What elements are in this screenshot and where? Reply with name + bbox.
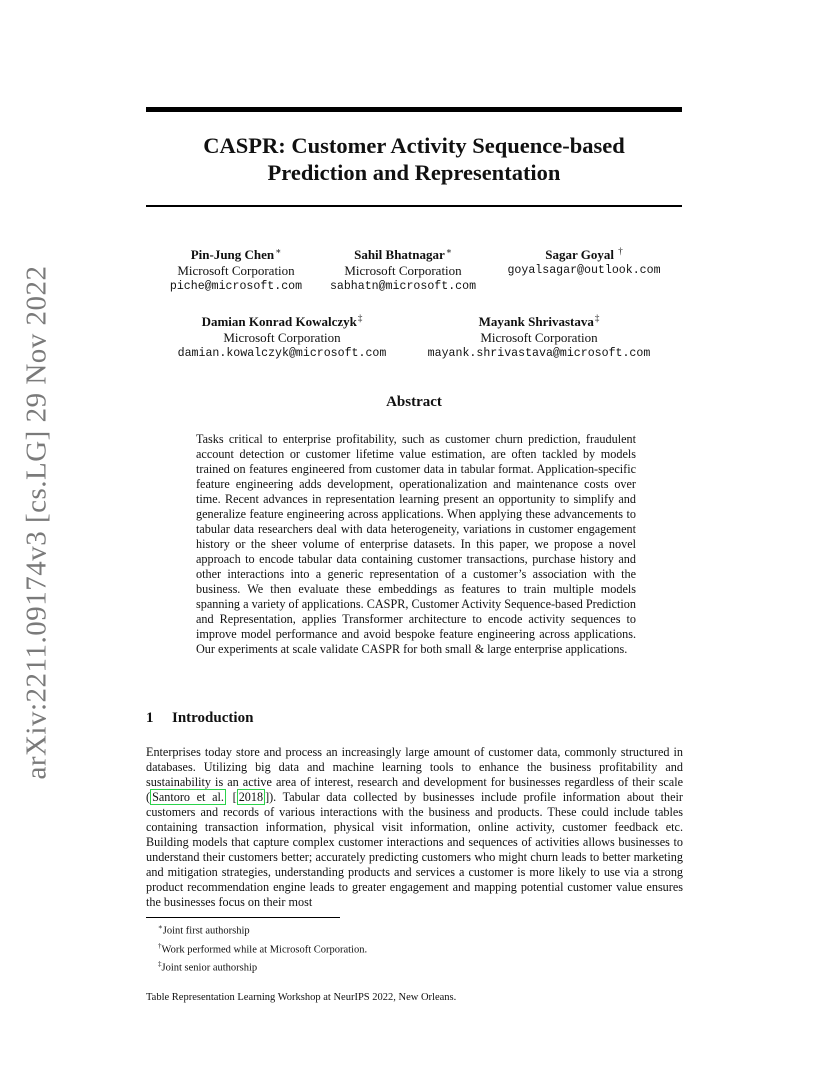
arxiv-identifier-text: arXiv:2211.09174v3 [cs.LG] 29 Nov 2022 bbox=[20, 264, 53, 780]
author-name: Pin-Jung Chen bbox=[190, 247, 275, 262]
citation-year-link[interactable]: 2018 bbox=[238, 790, 264, 804]
author-email: sabhatn@microsoft.com bbox=[329, 280, 477, 293]
footnote-text: Work performed while at Microsoft Corporation. bbox=[161, 944, 368, 955]
abstract-text: Tasks critical to enterprise profitability, such as customer churn prediction, fraudulent account detection or customer lifetime value estimation, are often tackled by models trained on features engineered from customer data in tabular format. Application-specific feature engineering adds development, operationalization and maintenance costs over time. Recent advances in representation learning present an opportunity to simplify and generalize feature engineering across applications. When applying these advancements to tabular data researchers deal with data heterogeneity, variations in customer engagement history or the sheer volume of enterprise datasets. In this paper, we propose a novel approach to encode tabular data containing customer transactions, purchase history and other interactions into a generic representation of a customer’s association with the business. We then evaluate these embeddings as features to train multiple models spanning a variety of applications. CASPR, Customer Activity Sequence-based Prediction and Representation, applies Transformer architecture to encode activity sequences to improve model performance and avoid bespoke feature engineering across applications. Our experiments at scale validate CASPR for both small & large enterprise applications. bbox=[196, 432, 636, 656]
author-name-line bbox=[150, 243, 322, 263]
author-name: Damian Konrad Kowalczyk bbox=[201, 314, 357, 329]
footnote-mark: † bbox=[158, 941, 162, 950]
footnote-mark: ‡ bbox=[158, 960, 162, 968]
author-footnote-mark: ∗ bbox=[275, 246, 282, 256]
title-bottom-rule bbox=[146, 205, 682, 207]
footnote-text: Joint first authorship bbox=[162, 925, 250, 937]
author-affiliation: Microsoft Corporation bbox=[223, 330, 341, 345]
citation-link[interactable]: Santoro et al. bbox=[152, 790, 224, 804]
section-title: Introduction bbox=[172, 710, 254, 726]
author-email: mayank.shrivastava@microsoft.com bbox=[427, 347, 651, 360]
author-email: piche@microsoft.com bbox=[169, 280, 303, 293]
paper-title-line-1: CASPR: Customer Activity Sequence-based bbox=[203, 133, 625, 158]
intro-text-part-1: Enterprises today store and process an increasingly large amount of customer data, commonly structured in databases. Utilizing big data and machine learning tools to enhance the business profitability and sustainability is an active area of interest, research and development for businesses regardless of their scale ( bbox=[146, 745, 683, 804]
author-email: damian.kowalczyk@microsoft.com bbox=[177, 347, 387, 360]
footnote-rule bbox=[146, 917, 340, 918]
author-block bbox=[150, 243, 322, 295]
footnote bbox=[158, 957, 367, 976]
footnotes bbox=[158, 920, 367, 976]
author-footnote-mark: ∗ bbox=[445, 246, 452, 256]
footnote bbox=[158, 920, 367, 939]
author-block bbox=[496, 243, 672, 279]
introduction-paragraph: Enterprises today store and process an increasingly large amount of customer data, commonly structured in databases. Utilizing big data and machine learning tools to enhance the business profitability and sustainability is an active area of interest, research and development for businesses regardless of their scale ( Santoro et al. [ 2018 ]). Tabular data collected by businesses include profile information about their customers and records of various interactions with the business and products. These could include tables containing transaction information, physical visit information, online activity, customer feedback etc. Building models that capture complex customer interactions and sequences of activities allows businesses to understand their customers better; accurately predicting customers who might churn leads to better marketing and mitigation strategies, understanding products and services a customer is more likely to use via a strong product recommendation engine leads to greater engagement and mapping potential customer value ensures the businesses focus on their most bbox=[146, 745, 683, 909]
author-block bbox=[168, 310, 396, 362]
author-name-line bbox=[416, 310, 662, 330]
footnote bbox=[158, 939, 367, 958]
footnote-mark: ∗ bbox=[158, 923, 163, 931]
author-name: Mayank Shrivastava bbox=[478, 314, 594, 329]
author-affiliation: Microsoft Corporation bbox=[480, 330, 598, 345]
footnote-text: Joint senior authorship bbox=[161, 962, 258, 974]
author-footnote-mark: † bbox=[618, 246, 623, 256]
author-footnote-mark: ‡ bbox=[357, 313, 363, 323]
venue-footer: Table Representation Learning Workshop at NeurIPS 2022, New Orleans. bbox=[146, 992, 457, 1003]
author-name-line bbox=[496, 243, 672, 263]
paper-title-line-2: Prediction and Representation bbox=[267, 160, 561, 185]
author-block bbox=[318, 243, 488, 295]
author-affiliation: Microsoft Corporation bbox=[344, 263, 462, 278]
author-name: Sagar Goyal bbox=[545, 247, 614, 262]
section-heading bbox=[146, 710, 253, 727]
intro-text-part-2: ). Tabular data collected by businesses include profile information about their customers and records of various interactions with the business and products. These could include tables containing transaction information, physical visit information, online activity, customer feedback etc. Building models that capture complex customer interactions and sequences of activities allows businesses to understand their customers better; accurately predicting customers who might churn leads to better marketing and mitigation strategies, understanding products and services a customer is more likely to use via a strong product recommendation engine leads to greater engagement and mapping potential customer value ensures the businesses focus on their most bbox=[146, 790, 683, 909]
author-name-line bbox=[168, 310, 396, 330]
author-email: goyalsagar@outlook.com bbox=[507, 264, 661, 277]
author-affiliation: Microsoft Corporation bbox=[177, 263, 295, 278]
author-name-line bbox=[318, 243, 488, 263]
author-block bbox=[416, 310, 662, 362]
abstract-heading: Abstract bbox=[386, 394, 442, 410]
author-footnote-mark: ‡ bbox=[594, 313, 600, 323]
arxiv-identifier-stamp bbox=[14, 264, 60, 780]
section-number: 1 bbox=[146, 710, 154, 726]
title-top-rule bbox=[146, 107, 682, 112]
author-name: Sahil Bhatnagar bbox=[354, 247, 445, 262]
paper-title bbox=[146, 132, 682, 186]
